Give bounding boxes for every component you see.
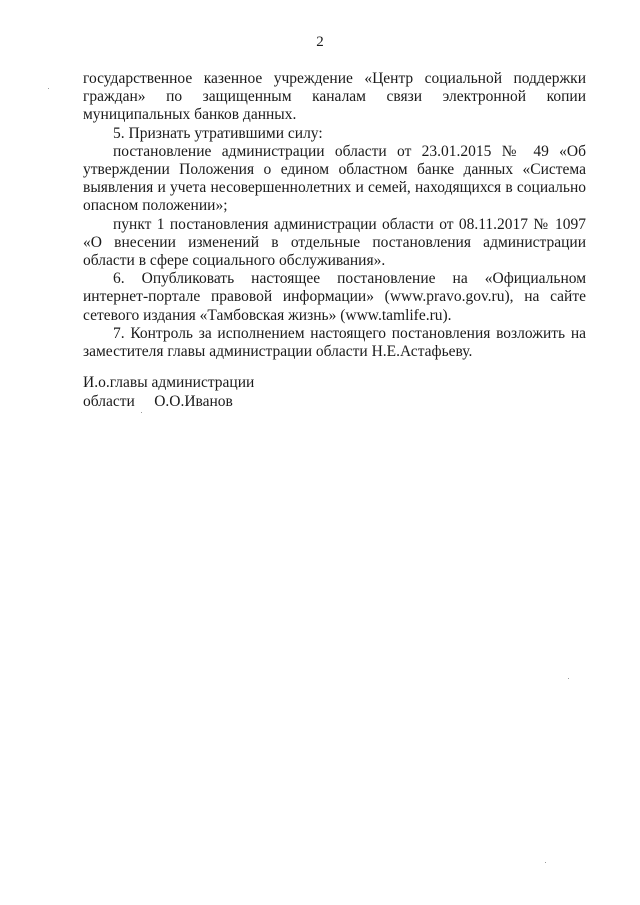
scan-speck: [48, 88, 49, 89]
scan-speck: [545, 862, 546, 863]
paragraph-item-5-heading: 5. Признать утратившими силу:: [113, 124, 323, 142]
document-body: [83, 70, 586, 361]
signature-title: И.о.главы администрации: [83, 374, 255, 391]
paragraph-intro: государственное казенное учреждение «Центр социальной поддержки граждан» по защищенным каналам связи электронной копии муниципальных банков данных.: [83, 70, 586, 124]
paragraph-item-5-clause: пункт 1 постановления администрации области от 08.11.2017 № 1097 «О внесении изменений в отдельные постановления администрации области в сфере социального обслуживания».: [83, 215, 586, 270]
scan-speck: [568, 678, 569, 679]
paragraph-item-7: 7. Контроль за исполнением настоящего постановления возложить на заместителя главы администрации области Н.Е.Астафьеву.: [83, 324, 586, 361]
paragraph-item-5-resolution: постановление администрации области от 23.01.2015 № 49 «Об утверждении Положения о едином областном банке данных «Система выявления и учета несовершеннолетних и семей, находящихся в социально опасном положении»;: [83, 142, 586, 215]
signature-block: [83, 374, 254, 411]
page-number: 2: [316, 34, 324, 50]
scan-speck: [141, 412, 142, 413]
paragraph-item-6: 6. Опубликовать настоящее постановление на «Официальном интернет-портале правовой информации» (www.pravo.gov.ru), на сайте сетевого издания «Тамбовская жизнь» (www.tamlife.ru).: [83, 270, 586, 324]
signature-name: области О.О.Иванов: [83, 392, 233, 410]
